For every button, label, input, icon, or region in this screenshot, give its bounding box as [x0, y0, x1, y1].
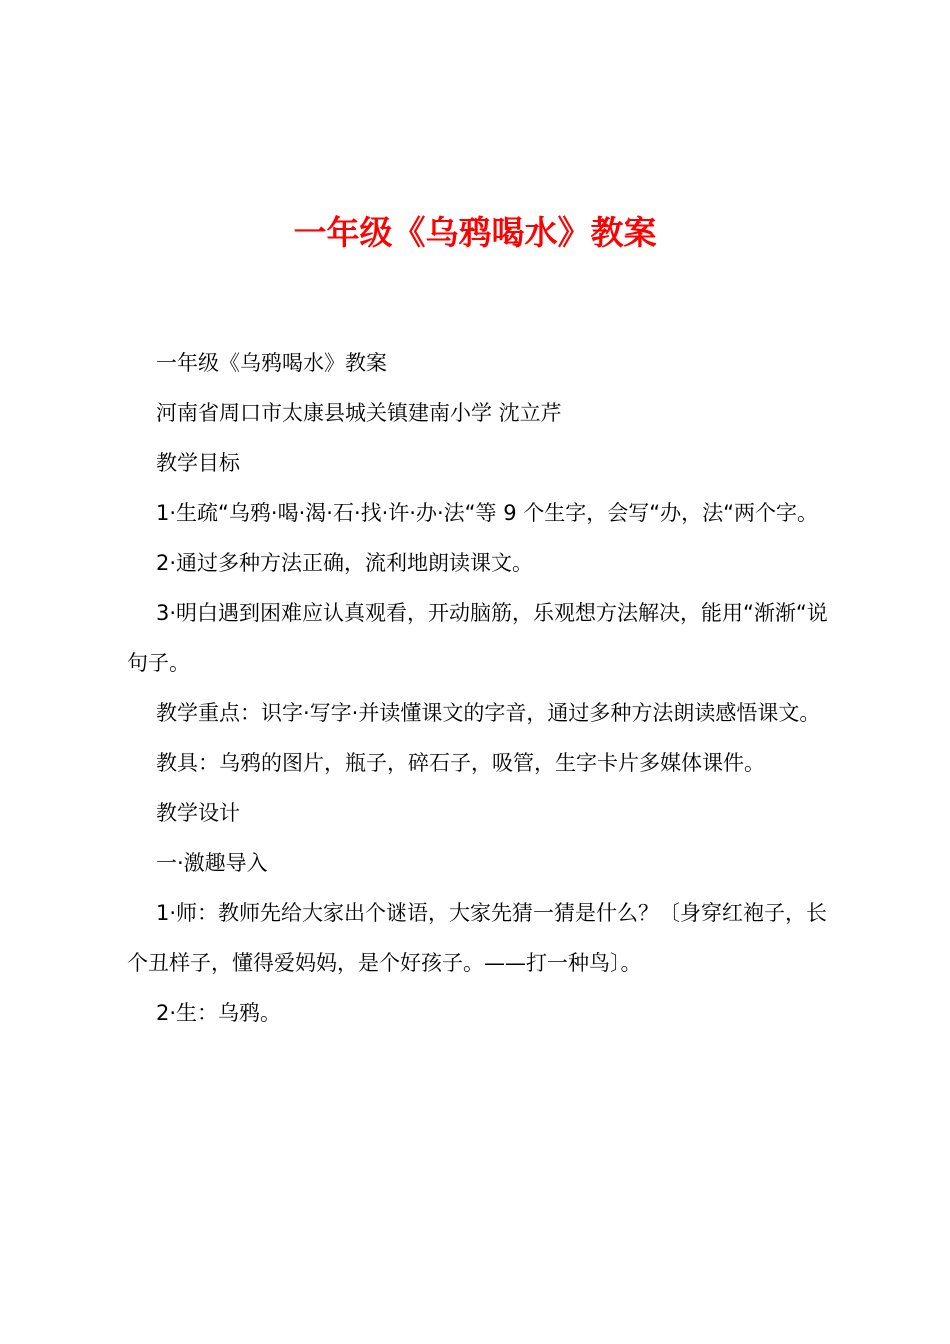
paragraph-objective-2: 2·通过多种方法正确，流利地朗读课文。	[156, 551, 534, 575]
paragraph-teacher-riddle: 1·师：教师先给大家出个谜语，大家先猜一猜是什么？〔身穿红袍子，长个丑样子，懂得爱妈妈，是个好孩子。——打一种鸟〕。	[127, 901, 828, 975]
paragraph-student-answer: 2·生：乌鸦。	[156, 1001, 282, 1025]
paragraph-objective-1: 1·生疏“乌鸦·喝·渴·石·找·许·办·法“等 9 个生字，会写“办，法“两个字。	[156, 501, 818, 525]
document-body	[127, 338, 832, 1038]
paragraph-objective-3: 3·明白遇到困难应认真观看，开动脑筋，乐观想方法解决，能用“渐渐“说句子。	[127, 601, 828, 675]
paragraph-design-heading: 教学设计	[156, 801, 240, 825]
paragraph-objectives-heading: 教学目标	[156, 451, 240, 475]
paragraph-heading: 一年级《乌鸦喝水》教案	[156, 351, 387, 375]
document-title: 一年级《乌鸦喝水》教案	[293, 213, 657, 252]
paragraph-key-points: 教学重点：识字·写字·并读懂课文的字音，通过多种方法朗读感悟课文。	[156, 701, 821, 725]
paragraph-section-intro: 一·激趣导入	[156, 851, 268, 875]
paragraph-author: 河南省周口市太康县城关镇建南小学 沈立芹	[156, 401, 562, 425]
paragraph-teaching-aids: 教具：乌鸦的图片，瓶子，碎石子，吸管，生字卡片多媒体课件。	[156, 751, 765, 775]
